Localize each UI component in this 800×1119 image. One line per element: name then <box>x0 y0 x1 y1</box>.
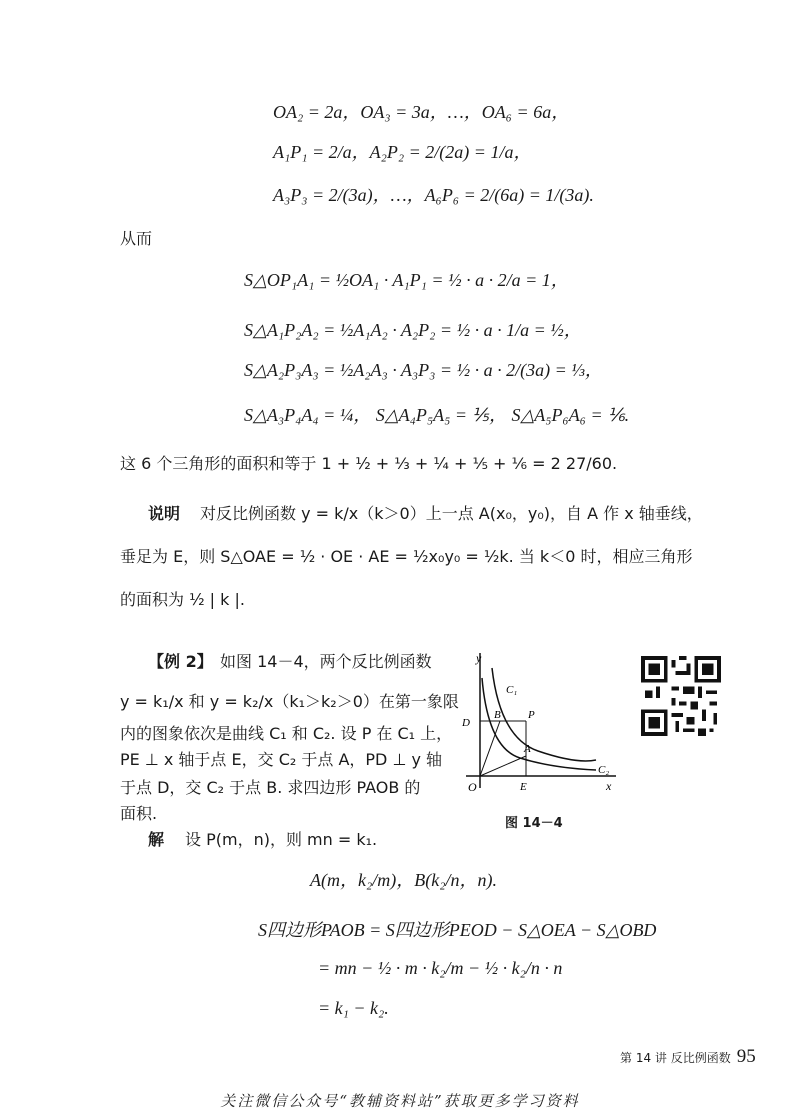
page-number: 95 <box>736 1046 756 1067</box>
line-a3p3: A₃P₃ = 2/(3a)，…，A₆P₆ = 2/(6a) = 1/(3a). <box>273 185 594 205</box>
area-2: S△A₁P₂A₂ = ½A₁A₂ · A₂P₂ = ½ · a · 1/a = ½， <box>244 320 582 340</box>
solution-line-2: A(m，k₂/m)，B(k₂/n，n). <box>310 870 497 890</box>
line-oa <box>480 756 526 776</box>
line-a1p1: A₁P₁ = 2/a，A₂P₂ = 2/(2a) = 1/a， <box>273 142 532 162</box>
solution-line-5: = k₁ − k₂. <box>318 998 389 1018</box>
label-a: A <box>524 743 531 755</box>
label-p: P <box>528 709 535 721</box>
area-1: S△OP₁A₁ = ½OA₁ · A₁P₁ = ½ · a · 2/a = 1， <box>244 270 569 290</box>
label-e: E <box>520 781 527 793</box>
label-c2: C₂ <box>598 764 610 776</box>
example-line-2: y = k₁/x 和 y = k₂/x（k₁＞k₂＞0）在第一象限 <box>120 692 459 711</box>
note-label: 说明 <box>148 504 181 523</box>
line-ob <box>480 721 500 776</box>
solution-label: 解 <box>148 830 165 849</box>
sum-line: 这 6 个三角形的面积和等于 1 + ½ + ⅓ + ¼ + ⅕ + ⅙ = 2 27/60. <box>120 454 618 473</box>
lecture-title: 第 14 讲 反比例函数 <box>620 1051 731 1065</box>
note-line-1: 对反比例函数 y = k/x（k＞0）上一点 A(x₀，y₀)，自 A 作 x 轴垂线， <box>200 504 703 523</box>
example-line-1: 如图 14－4，两个反比例函数 <box>220 652 432 671</box>
example-line-6: 面积. <box>120 804 158 823</box>
solution-line-1: 设 P(m，n)，则 mn = k₁. <box>185 830 378 849</box>
qr-code-icon <box>641 656 721 736</box>
label-y: y <box>476 651 482 665</box>
note-line-3: 的面积为 ½ | k |. <box>120 590 245 609</box>
label-x: x <box>606 779 612 793</box>
example-line-4: PE ⊥ x 轴于点 E，交 C₂ 于点 A，PD ⊥ y 轴 <box>120 750 443 769</box>
label-d: D <box>462 717 470 729</box>
watermark: 关注微信公众号“教辅资料站”获取更多学习资料 <box>220 1092 580 1110</box>
example-label: 【例 2】 <box>148 652 213 671</box>
curve-c1 <box>492 668 596 761</box>
area-3: S△A₂P₃A₃ = ½A₂A₃ · A₃P₃ = ½ · a · 2/(3a) = ⅓， <box>244 360 603 380</box>
solution-line-3: S四边形PAOB = S四边形PEOD − S△OEA − S△OBD <box>258 920 657 940</box>
congcong-text: 从而 <box>120 229 153 248</box>
line-oa-values: OA₂ = 2a，OA₃ = 3a，…，OA₆ = 6a， <box>273 102 570 122</box>
example-line-5: 于点 D，交 C₂ 于点 B. 求四边形 PAOB 的 <box>120 778 421 797</box>
label-o: O <box>468 780 477 794</box>
example-line-3: 内的图象依次是曲线 C₁ 和 C₂. 设 P 在 C₁ 上， <box>120 724 453 743</box>
page-footer <box>620 1046 756 1068</box>
figure-14-4 <box>448 648 623 833</box>
note-line-2: 垂足为 E，则 S△OAE = ½ · OE · AE = ½x₀y₀ = ½k. 当 k＜0 时，相应三角形 <box>120 547 693 566</box>
label-b: B <box>494 709 501 721</box>
area-4-6: S△A₃P₄A₄ = ¼， S△A₄P₅A₅ = ⅕， S△A₅P₆A₆ = ⅙. <box>244 405 630 425</box>
solution-line-4: = mn − ½ · m · k₂/m − ½ · k₂/n · n <box>318 958 563 978</box>
figure-caption: 图 14－4 <box>505 816 563 831</box>
label-c1: C₁ <box>506 684 518 696</box>
